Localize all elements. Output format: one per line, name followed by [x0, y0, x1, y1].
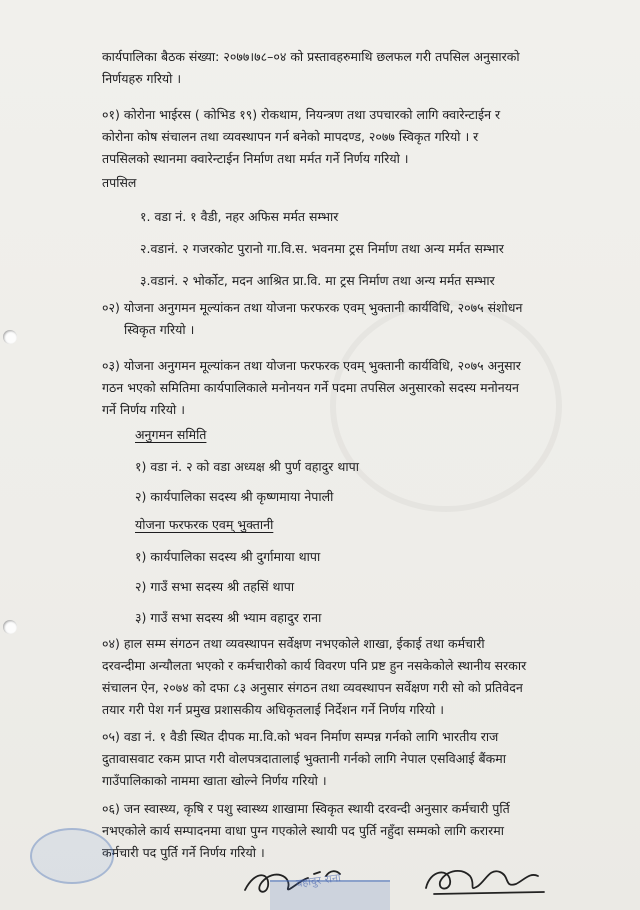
decision-05: ०५) वडा नं. १ वैडी स्थित दीपक मा.वि.को भवन निर्माण सम्पन्न गर्नको लागि भारतीय राज दुतावासवाट रकम प्राप्त गरी वोलपत्रदातालाई भुक्तानी गर्नको लागि नेपाल एसविआई बैंकमा गाउँपालिकाको नाममा खाता खोल्ने निर्णय गरियो । [102, 729, 506, 788]
quarantine-site: १. वडा नं. १ वैडी, नहर अफिस मर्मत सम्भार [140, 209, 339, 224]
signature-right [420, 858, 550, 902]
anugaman-samiti-heading: अनुगमन समिति [135, 427, 207, 442]
stamp-text: वहादुर राना [295, 870, 342, 891]
decision-04: ०४) हाल सम्म संगठन तथा व्यवस्थापन सर्वेक्षण नभएकोले शाखा, ईकाई तथा कर्मचारी दरवन्दीमा अन्यौलता भएको र कर्मचारीको कार्य विवरण पनि प्रष्ट हुन नसकेकोले स्थानीय सरकार संचालन ऐन, २०७४ को दफा ८३ अनुसार संगठन तथा व्यवस्थापन सर्वेक्षण गरी सो को प्रतिवेदन तयार गरी पेश गर्न प्रमुख प्रशासकीय अधिकृतलाई निर्देशन गर्ने निर्णय गरियो । [102, 636, 527, 717]
decision-06: ०६) जन स्वास्थ्य, कृषि र पशु स्वास्थ्य शाखामा स्विकृत स्थायी दरवन्दी अनुसार कर्मचारी पुर्ति नभएकोले कार्य सम्पादनमा वाधा पुग्न गएकोले स्थायी पद पुर्ति नहुँदा सम्मको लागि करारमा कर्मचारी पद पुर्ति गर्ने निर्णय गरियो । [102, 801, 510, 860]
decision-03: ०३) योजना अनुगमन मूल्यांकन तथा योजना फरफरक एवम् भुक्तानी कार्यविधि, २०७५ अनुसार गठन भएको समितिमा कार्यपालिकाले मनोनयन गर्ने पदमा तपसिल अनुसारको सदस्य मनोनयन गर्ने निर्णय गरियो । [102, 358, 521, 417]
punch-hole [3, 620, 17, 634]
committee-member: १) वडा नं. २ को वडा अध्यक्ष श्री पुर्ण वहादुर थापा [135, 459, 359, 474]
tapasil-heading: तपसिल [102, 175, 137, 190]
committee-member: २) कार्यपालिका सदस्य श्री कृष्णमाया नेपाली [135, 489, 334, 504]
committee-member: ३) गाउँ सभा सदस्य श्री भ्याम वहादुर राना [135, 610, 322, 625]
intro-paragraph: कार्यपालिका बैठक संख्या: २०७७।७८–०४ को प्रस्तावहरुमाथि छलफल गरी तपसिल अनुसारको निर्णयहरु गरियो । [102, 49, 520, 86]
faded-office-seal [30, 828, 114, 884]
quarantine-site: २.वडानं. २ गजरकोट पुरानो गा.वि.स. भवनमा ट्रस निर्माण तथा अन्य मर्मत सम्भार [140, 241, 504, 256]
decision-01: ०१) कोरोना भाईरस ( कोभिड १९) रोकथाम, नियन्त्रण तथा उपचारको लागि क्वारेन्टाईन र कोरोना कोष संचालन तथा व्यवस्थापन गर्न बनेको मापदण्ड, २०७७ स्विकृत गरियो । र तपसिलको स्थानमा क्वारेन्टाईन निर्माण तथा मर्मत गर्ने निर्णय गरियो । [102, 107, 501, 166]
committee-member: १) कार्यपालिका सदस्य श्री दुर्गामाया थापा [135, 549, 321, 564]
decision-02: ०२) योजना अनुगमन मूल्यांकन तथा योजना फरफरक एवम् भुक्तानी कार्यविधि, २०७५ संशोधन स्विकृत गरियो । [102, 300, 523, 337]
quarantine-site: ३.वडानं. २ भोर्कोट, मदन आश्रित प्रा.वि. मा ट्रस निर्माण तथा अन्य मर्मत सम्भार [140, 273, 495, 288]
pharpharak-samiti-heading: योजना फरफरक एवम् भुक्तानी [135, 517, 274, 532]
punch-hole [3, 330, 17, 344]
committee-member: २) गाउँ सभा सदस्य श्री तहसिं थापा [135, 579, 295, 594]
